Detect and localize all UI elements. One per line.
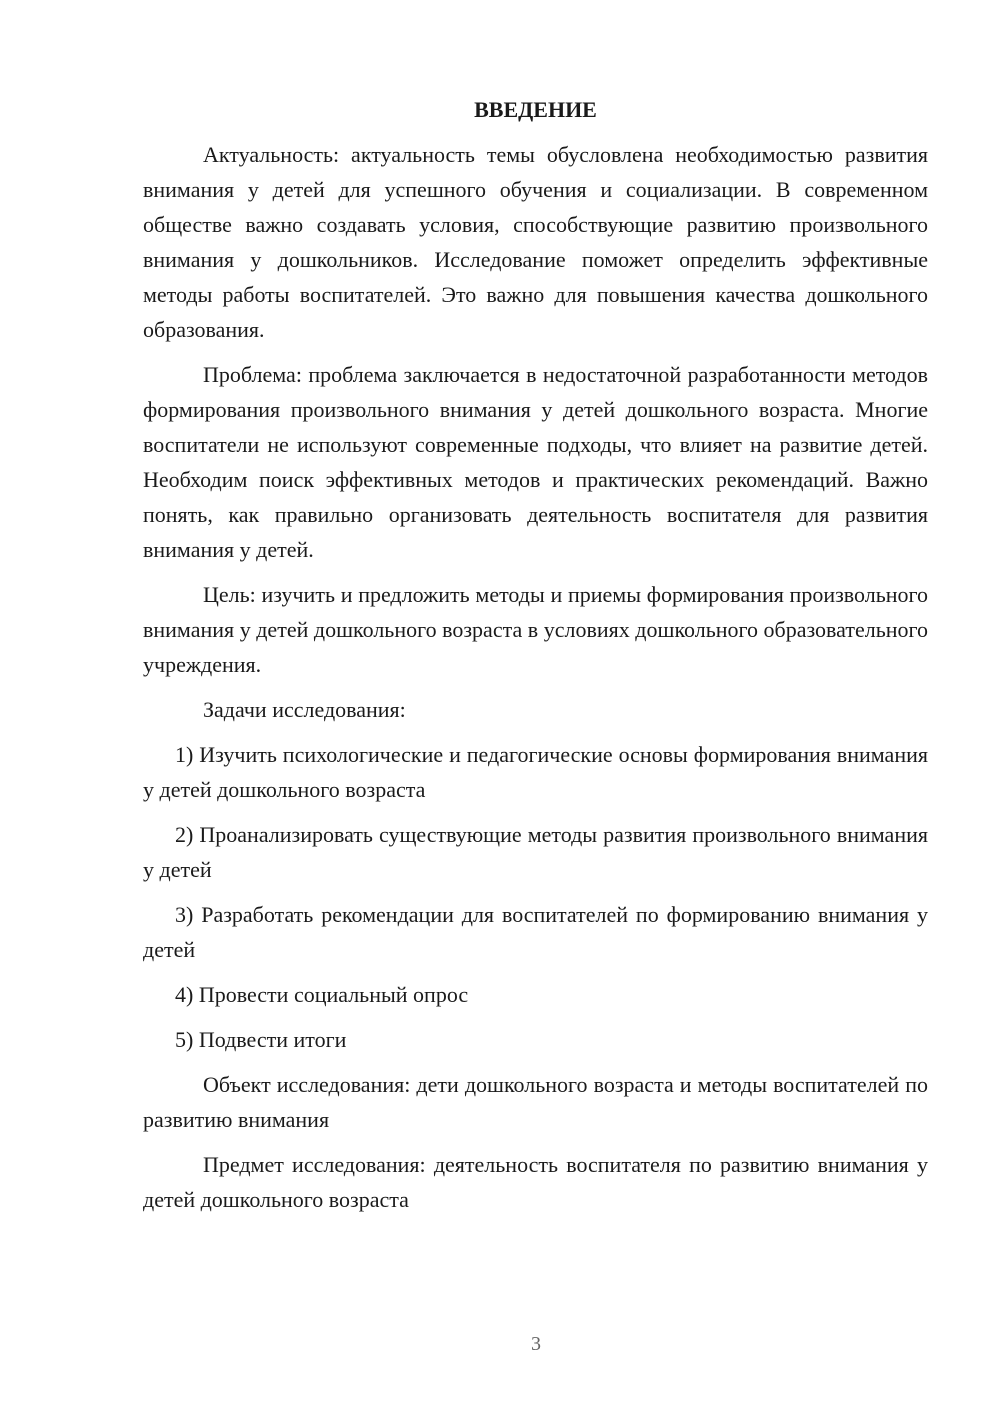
problem-paragraph: Проблема: проблема заключается в недостаточной разработанности методов формирования произвольного внимания у детей дошкольного возраста. Многие воспитатели не используют современные подходы, что влияет на развитие детей. Необходим поиск эффективных методов и практических рекомендаций. Важно понять, как правильно организовать деятельность воспитателя для развития внимания у детей.	[143, 362, 928, 562]
task-item-2: 2) Проанализировать существующие методы развития произвольного внимания у детей	[143, 822, 928, 882]
task-item-5: 5) Подвести итоги	[175, 1027, 347, 1052]
goal-paragraph: Цель: изучить и предложить методы и приемы формирования произвольного внимания у детей дошкольного возраста в условиях дошкольного образовательного учреждения.	[143, 582, 928, 677]
page-number: 3	[531, 1333, 541, 1355]
relevance-paragraph: Актуальность: актуальность темы обусловлена необходимостью развития внимания у детей для успешного обучения и социализации. В современном обществе важно создавать условия, способствующие развитию произвольного внимания у дошкольников. Исследование поможет определить эффективные методы работы воспитателей. Это важно для повышения качества дошкольного образования.	[143, 142, 928, 342]
tasks-heading: Задачи исследования:	[203, 697, 406, 722]
task-item-3: 3) Разработать рекомендации для воспитателей по формированию внимания у детей	[143, 902, 928, 962]
subject-paragraph: Предмет исследования: деятельность воспитателя по развитию внимания у детей дошкольного возраста	[143, 1152, 928, 1212]
document-page	[143, 93, 928, 1227]
object-paragraph: Объект исследования: дети дошкольного возраста и методы воспитателей по развитию внимания	[143, 1072, 928, 1132]
task-item-1: 1) Изучить психологические и педагогические основы формирования внимания у детей дошкольного возраста	[143, 742, 928, 802]
task-item-4: 4) Провести социальный опрос	[175, 982, 469, 1007]
section-heading: ВВЕДЕНИЕ	[474, 97, 597, 122]
